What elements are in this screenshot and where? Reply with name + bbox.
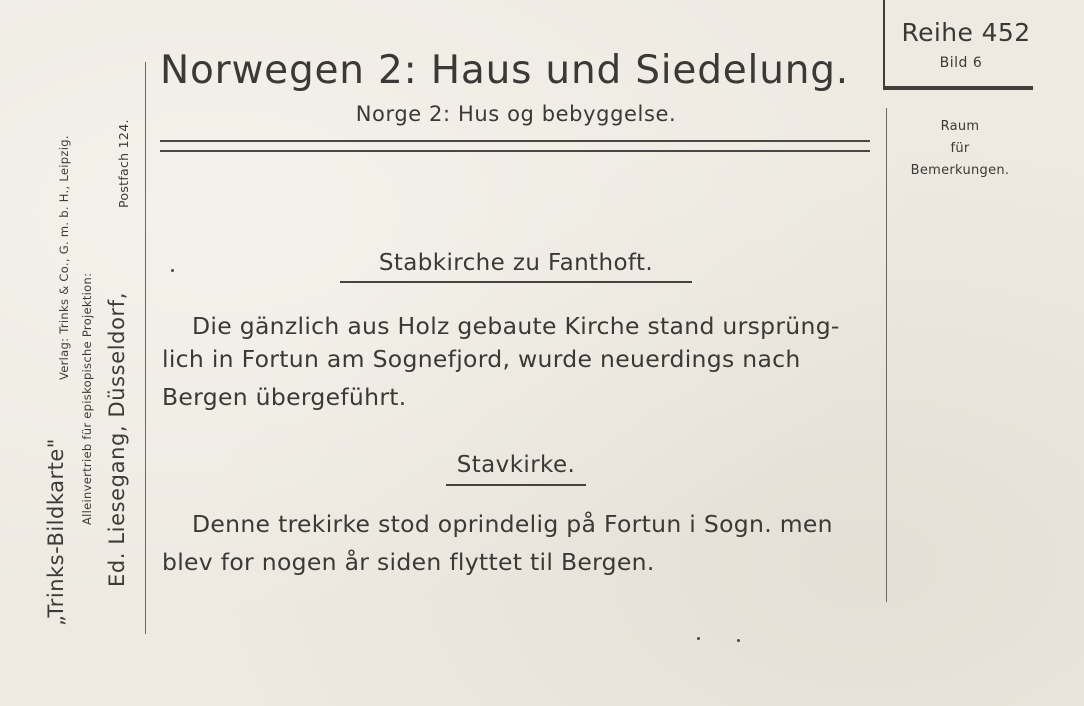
page-title: Norwegen 2: Haus und Siedelung. [160,48,849,93]
title-rule-bottom [160,150,870,152]
notes-label [890,116,1030,182]
ink-dot [171,269,174,272]
norwegian-text-line-1: Denne trekirke stod oprindelig på Fortun i Sogn. men [192,510,833,538]
norwegian-heading: Stavkirke. [456,452,576,478]
series-number: Reihe 452 [901,18,1031,47]
norwegian-heading-underline [446,484,586,486]
distribution-line: Alleinvertrieb für episkopische Projektion: [80,272,94,525]
notes-line-2: für [950,141,970,156]
series-box-border [883,0,885,90]
right-divider [886,108,887,602]
norwegian-text-line-2: blev for nogen år siden flyttet til Bergen. [162,548,655,576]
notes-line-3: Bemerkungen. [910,163,1010,178]
german-text-line-2: lich in Fortun am Sognefjord, wurde neuerdings nach [162,345,801,373]
german-text-line-3: Bergen übergeführt. [162,383,407,411]
german-text-line-1: Die gänzlich aus Holz gebaute Kirche stand ursprüng- [192,312,840,340]
image-number: Bild 6 [939,55,983,71]
ink-dot [737,639,740,642]
publisher-line: Verlag: Trinks & Co., G. m. b. H., Leipzig. [57,135,71,380]
page-subtitle: Norge 2: Hus og bebyggelse. [355,102,677,126]
series-name: „Trinks-Bildkarte" [44,438,68,626]
german-heading-underline [340,281,692,283]
title-rule-top [160,140,870,142]
series-box-underline [883,86,1033,90]
ink-dot [697,637,700,640]
notes-line-1: Raum [940,119,980,134]
german-heading: Stabkirche zu Fanthoft. [378,250,654,276]
editor-name: Ed. Liesegang, Düsseldorf, [105,291,129,587]
left-divider [145,62,146,634]
postbox-line: Postfach 124. [116,119,131,208]
